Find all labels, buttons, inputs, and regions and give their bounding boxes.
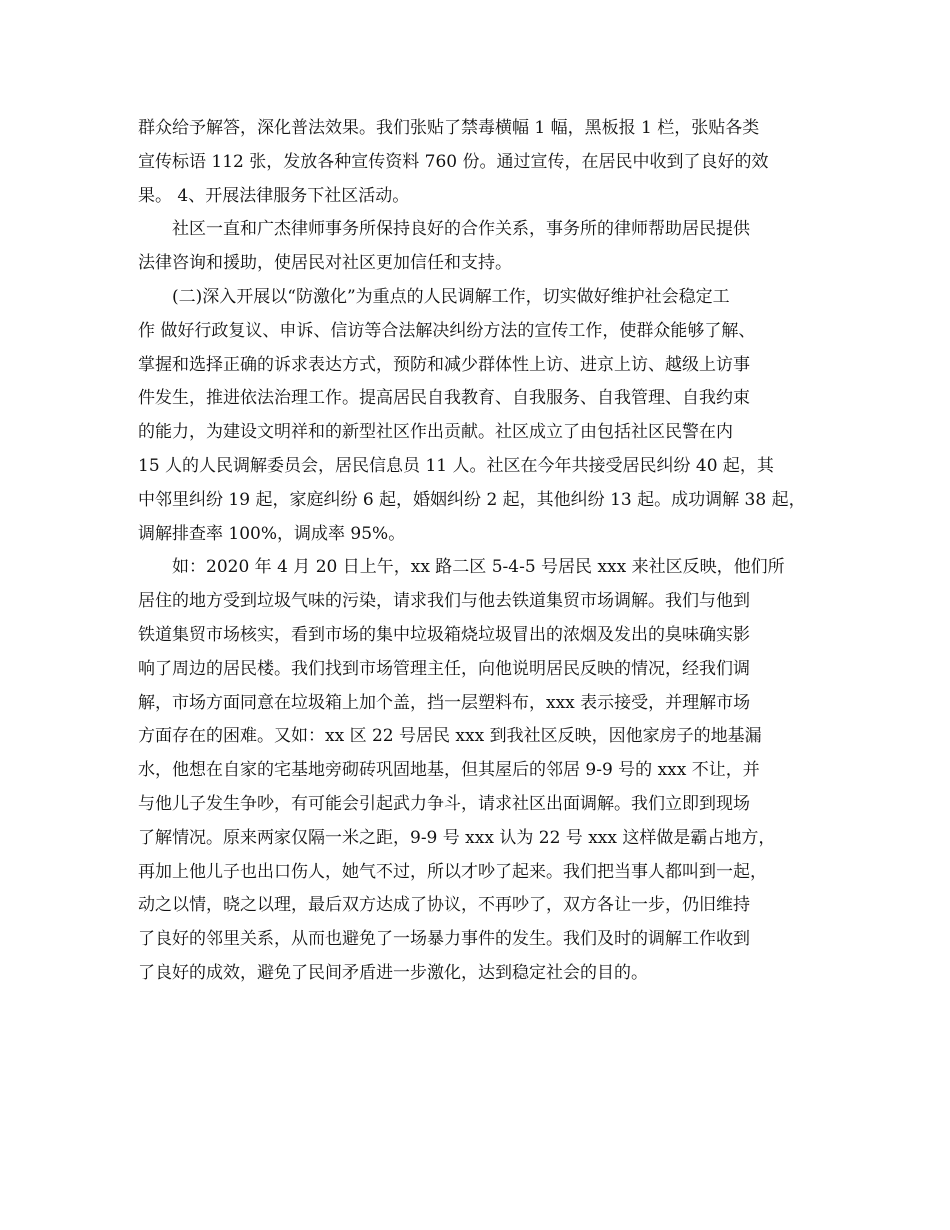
text-line: 调解排查率 100%，调成率 95%。 [138,523,406,544]
text-line: 果。 4、开展法律服务下社区活动。 [138,185,410,206]
text-line: 宣传标语 112 张，发放各种宣传资料 760 份。通过宣传，在居民中收到了良好的效 [138,151,769,172]
text-line: 与他儿子发生争吵，有可能会引起武力争斗，请求社区出面调解。我们立即到现场 [138,793,750,814]
text-line: 了良好的邻里关系，从而也避免了一场暴力事件的发生。我们及时的调解工作收到 [138,929,750,950]
text-line: 的能力，为建设文明祥和的新型社区作出贡献。社区成立了由包括社区民警在内 [138,422,733,443]
text-line: 件发生，推进依法治理工作。提高居民自我教育、自我服务、自我管理、自我约束 [138,388,750,409]
text-line: 中邻里纠纷 19 起，家庭纠纷 6 起，婚姻纠纷 2 起，其他纠纷 13 起。成功调解 38 起， [138,489,806,510]
text-line: 15 人的人民调解委员会，居民信息员 11 人。社区在今年共接受居民纠纷 40 起，其 [138,455,774,476]
text-line: 水，他想在自家的宅基地旁砌砖巩固地基，但其屋后的邻居 9-9 号的 xxx 不让，并 [138,760,760,781]
text-line: 方面存在的困难。又如：xx 区 22 号居民 xxx 到我社区反映，因他家房子的地基漏 [138,726,762,747]
text-line: 掌握和选择正确的诉求表达方式，预防和减少群体性上访、进京上访、越级上访事 [138,354,750,375]
paragraph-case-examples [138,551,818,990]
text-line: 铁道集贸市场核实，看到市场的集中垃圾箱烧垃圾冒出的浓烟及发出的臭味确实影 [138,624,750,645]
text-line: 居住的地方受到垃圾气味的污染，请求我们与他去铁道集贸市场调解。我们与他到 [138,591,750,612]
text-line: 作 做好行政复议、申诉、信访等合法解决纠纷方法的宣传工作，使群众能够了解、 [138,320,756,341]
paragraph-publicity-results [138,112,818,213]
paragraph-mediation-work [138,281,818,551]
text-line: 了解情况。原来两家仅隔一米之距，9-9 号 xxx 认为 22 号 xxx 这样做是霸占地方， [138,827,776,848]
text-line: 响了周边的居民楼。我们找到市场管理主任，向他说明居民反映的情况，经我们调 [138,658,750,679]
paragraph-law-firm-cooperation [138,213,818,281]
text-line: (二)深入开展以“防激化”为重点的人民调解工作，切实做好维护社会稳定工 [172,286,730,307]
document-body [138,112,818,991]
text-line: 解，市场方面同意在垃圾箱上加个盖，挡一层塑料布，xxx 表示接受，并理解市场 [138,692,751,713]
text-line: 再加上他儿子也出口伤人，她气不过，所以才吵了起来。我们把当事人都叫到一起， [138,861,767,882]
text-line: 法律咨询和援助，使居民对社区更加信任和支持。 [138,253,512,274]
text-line: 社区一直和广杰律师事务所保持良好的合作关系，事务所的律师帮助居民提供 [172,219,750,240]
text-line: 动之以情，晓之以理，最后双方达成了协议，不再吵了，双方各让一步，仍旧维持 [138,895,750,916]
text-line: 如：2020 年 4 月 20 日上午，xx 路二区 5-4-5 号居民 xxx 来社区反映，他们所 [172,557,785,578]
text-line: 了良好的成效，避免了民间矛盾进一步激化，达到稳定社会的目的。 [138,962,648,983]
text-line: 群众给予解答，深化普法效果。我们张贴了禁毒横幅 1 幅，黑板报 1 栏，张贴各类 [138,118,760,138]
